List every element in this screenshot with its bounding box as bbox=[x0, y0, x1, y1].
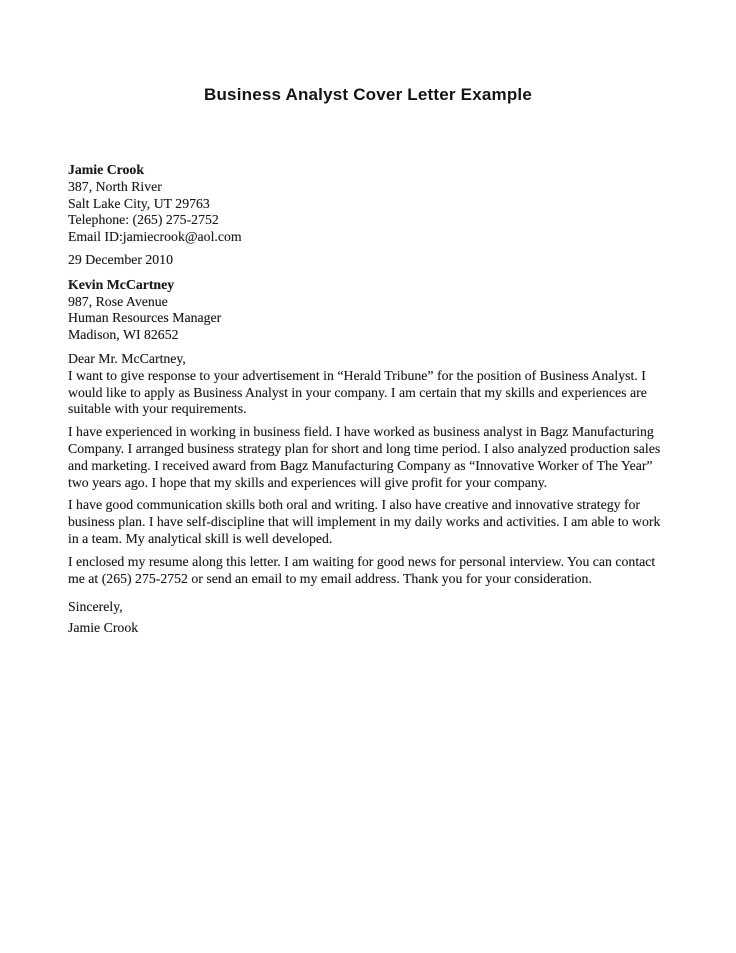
signature-name: Jamie Crook bbox=[68, 620, 139, 636]
sender-telephone: Telephone: (265) 275-2752 bbox=[68, 212, 219, 228]
letter-body bbox=[68, 162, 670, 637]
sender-name: Jamie Crook bbox=[68, 162, 145, 177]
paragraph-3: I have good communication skills both oral and writing. I also have creative and innovative strategy for business plan. I have self-discipline that will implement in my daily works and activities. I am able to work in a team. My analytical skill is well developed. bbox=[68, 497, 661, 546]
recipient-name: Kevin McCartney bbox=[68, 276, 175, 292]
page-title: Business Analyst Cover Letter Example bbox=[203, 85, 532, 104]
recipient-address-line-1: 987, Rose Avenue bbox=[68, 293, 168, 309]
letter-date: 29 December 2010 bbox=[68, 251, 173, 267]
recipient-address-line-2: Madison, WI 82652 bbox=[68, 327, 179, 343]
salutation: Dear Mr. McCartney, bbox=[68, 350, 186, 366]
sender-block bbox=[68, 162, 670, 246]
sender-address-line-1: 387, North River bbox=[68, 178, 162, 194]
paragraph-2: I have experienced in working in business field. I have worked as business analyst in Bagz Manufacturing Company. I arranged business strategy plan for short and long time period. I also analyzed production sales and marketing. I received award from Bagz Manufacturing Company as “Innovative Worker of The Year” two years ago. I hope that my skills and experiences will give profit for your company. bbox=[68, 424, 661, 490]
recipient-job-title: Human Resources Manager bbox=[68, 310, 222, 326]
paragraph-4: I enclosed my resume along this letter. I am waiting for good news for personal interview. You can contact me at (265) 275-2752 or send an email to my email address. Thank you for your consideration. bbox=[68, 553, 656, 586]
sender-email: Email ID:jamiecrook@aol.com bbox=[68, 229, 242, 245]
salutation-and-opening bbox=[68, 351, 670, 418]
recipient-block bbox=[68, 277, 670, 344]
closing: Sincerely, bbox=[68, 599, 123, 615]
paragraph-1: I want to give response to your advertisement in “Herald Tribune” for the position of Business Analyst. I would like to apply as Business Analyst in your company. I am certain that my skills and experiences are suitable with your requirements. bbox=[68, 367, 647, 417]
sender-address-line-2: Salt Lake City, UT 29763 bbox=[68, 195, 210, 211]
